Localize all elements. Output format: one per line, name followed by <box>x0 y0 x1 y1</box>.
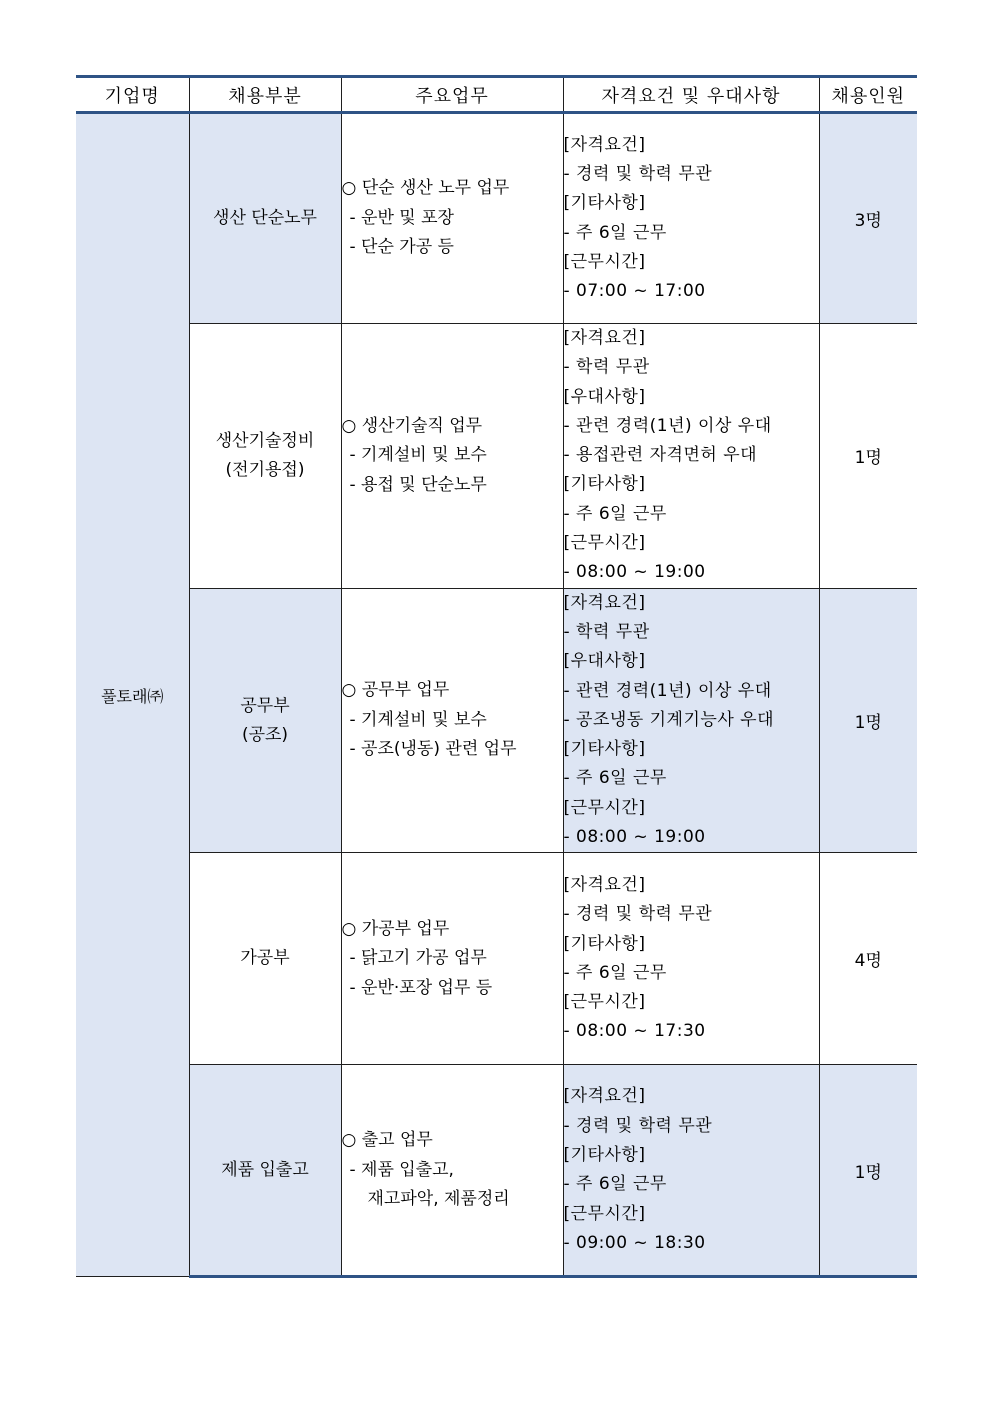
qualification-line: [자격요건] <box>563 874 646 895</box>
duty-item-continuation: 재고파악, 제품정리 <box>367 1189 510 1210</box>
qualification-line: - 경력 및 학력 무관 <box>563 904 713 925</box>
duty-item: - 닭고기 가공 업무 <box>349 948 487 969</box>
duty-heading: ○ 가공부 업무 <box>341 918 450 939</box>
duty-item: - 제품 입출고, <box>349 1159 454 1180</box>
duty-item: - 기계설비 및 보수 <box>349 445 487 466</box>
duty-item: - 단순 가공 등 <box>349 237 454 258</box>
duty-heading: ○ 단순 생산 노무 업무 <box>341 178 510 199</box>
qualifications-cell <box>563 853 819 1065</box>
qualification-line: - 학력 무관 <box>563 357 650 378</box>
table-row <box>76 588 917 853</box>
duty-item: - 기계설비 및 보수 <box>349 709 487 730</box>
duties-cell <box>341 113 563 324</box>
qualification-line: - 경력 및 학력 무관 <box>563 163 713 184</box>
qualification-line: [기타사항] <box>563 739 646 760</box>
headcount-cell: 3명 <box>819 113 917 324</box>
duty-item: - 용접 및 단순노무 <box>349 474 487 495</box>
department-line: 생산기술정비 <box>215 430 315 451</box>
department-cell <box>189 853 341 1065</box>
qualification-line: [근무시간] <box>563 251 646 272</box>
qualification-line: - 주 6일 근무 <box>563 222 667 243</box>
qualification-line: - 학력 무관 <box>563 621 650 642</box>
headcount-cell: 1명 <box>819 324 917 589</box>
qualification-line: [근무시간] <box>563 797 646 818</box>
qualification-line: [근무시간] <box>563 533 646 554</box>
qualification-line: - 09:00 ~ 18:30 <box>563 1232 706 1253</box>
table-row <box>76 853 917 1065</box>
department-line: 생산 단순노무 <box>213 208 317 228</box>
qualification-line: [자격요건] <box>563 592 646 613</box>
department-cell <box>189 324 341 589</box>
qualification-line: - 주 6일 근무 <box>563 1174 667 1195</box>
department-cell <box>189 588 341 853</box>
duties-cell <box>341 588 563 853</box>
qualifications-cell <box>563 588 819 853</box>
qualification-line: [자격요건] <box>563 134 646 155</box>
qualification-line: [기타사항] <box>563 193 646 214</box>
table-row <box>76 113 917 324</box>
qualification-line: - 용접관련 자격면허 우대 <box>563 445 758 466</box>
duty-heading: ○ 공무부 업무 <box>341 680 450 701</box>
qualifications-cell <box>563 113 819 324</box>
company-name: 풀토래㈜ <box>76 113 189 1277</box>
header-company: 기업명 <box>76 77 189 113</box>
department-line: 제품 입출고 <box>221 1159 309 1180</box>
qualification-line: - 관련 경력(1년) 이상 우대 <box>563 415 772 436</box>
header-department: 채용부분 <box>189 77 341 113</box>
qualification-line: [자격요건] <box>563 328 646 348</box>
duties-cell <box>341 1065 563 1277</box>
qualification-line: - 08:00 ~ 19:00 <box>563 827 706 848</box>
header-headcount: 채용인원 <box>819 77 917 113</box>
duty-item: - 운반 및 포장 <box>349 207 454 228</box>
recruitment-table <box>76 75 917 1278</box>
qualification-line: - 주 6일 근무 <box>563 503 667 524</box>
duty-heading: ○ 출고 업무 <box>341 1130 433 1151</box>
qualification-line: - 07:00 ~ 17:00 <box>563 281 706 302</box>
duty-item: - 운반·포장 업무 등 <box>349 977 493 998</box>
department-line: (전기용접) <box>225 459 305 480</box>
qualifications-cell <box>563 324 819 589</box>
qualification-line: [우대사항] <box>563 386 646 407</box>
headcount-cell: 4명 <box>819 853 917 1065</box>
department-cell <box>189 1065 341 1277</box>
qualification-line: [기타사항] <box>563 933 646 954</box>
header-main-duties: 주요업무 <box>341 77 563 113</box>
qualification-line: - 주 6일 근무 <box>563 768 667 789</box>
department-cell <box>189 113 341 324</box>
department-line: 가공부 <box>240 948 290 969</box>
table-row <box>76 324 917 589</box>
qualification-line: - 주 6일 근무 <box>563 962 667 983</box>
duty-heading: ○ 생산기술직 업무 <box>341 415 483 436</box>
header-qualifications: 자격요건 및 우대사항 <box>563 77 819 113</box>
qualification-line: [기타사항] <box>563 474 646 495</box>
qualification-line: - 공조냉동 기계기능사 우대 <box>563 709 774 730</box>
department-line: (공조) <box>241 724 289 745</box>
qualification-line: [근무시간] <box>563 992 646 1013</box>
qualifications-cell <box>563 1065 819 1277</box>
department-line: 공무부 <box>240 695 290 716</box>
table-row <box>76 1065 917 1277</box>
qualification-line: - 관련 경력(1년) 이상 우대 <box>563 680 772 701</box>
qualification-line: - 08:00 ~ 19:00 <box>563 562 706 583</box>
qualification-line: - 08:00 ~ 17:30 <box>563 1021 706 1042</box>
duty-item: - 공조(냉동) 관련 업무 <box>349 739 517 760</box>
qualification-line: [기타사항] <box>563 1145 646 1166</box>
duties-cell <box>341 324 563 589</box>
header-row <box>76 77 917 113</box>
qualification-line: - 경력 및 학력 무관 <box>563 1115 713 1136</box>
headcount-cell: 1명 <box>819 1065 917 1277</box>
duties-cell <box>341 853 563 1065</box>
qualification-line: [근무시간] <box>563 1203 646 1224</box>
qualification-line: [우대사항] <box>563 651 646 672</box>
headcount-cell: 1명 <box>819 588 917 853</box>
qualification-line: [자격요건] <box>563 1086 646 1107</box>
